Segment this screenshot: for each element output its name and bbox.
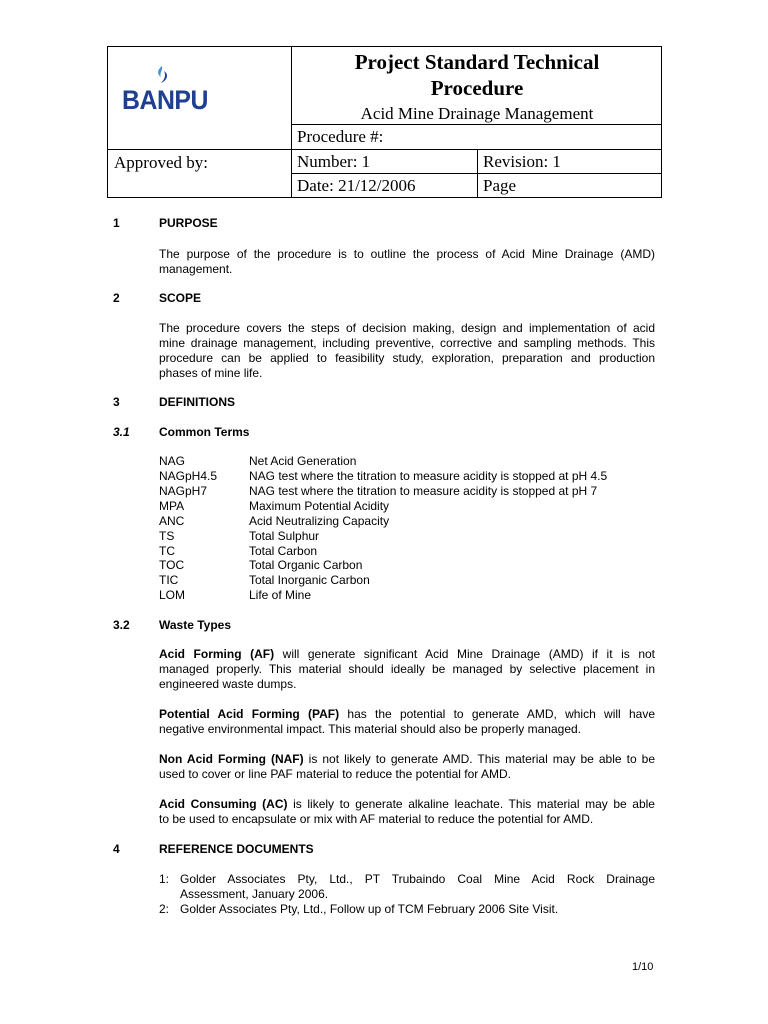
scope-paragraph [159, 321, 655, 381]
date-label: Date: 21/12/2006 [297, 176, 416, 195]
term-meaning: NAG test where the titration to measure acidity is stopped at pH 4.5 [249, 469, 608, 483]
term-meaning: Acid Neutralizing Capacity [249, 514, 390, 528]
term-meaning: Total Inorganic Carbon [249, 573, 370, 587]
waste-type-af [159, 647, 655, 692]
paragraph-line: managed properly. This material should ideally be managed by selective placement in [159, 662, 655, 676]
revision-label: Revision: 1 [483, 152, 561, 171]
term-abbr: NAGpH4.5 [159, 469, 218, 483]
paragraph-line: to be used to encapsulate or mix with AF material to reduce the potential for AMD. [159, 812, 594, 826]
paragraph-line [159, 707, 655, 722]
number-label: Number: 1 [297, 152, 371, 171]
paragraph-line: negative environmental impact. This material should also be properly managed. [159, 722, 582, 736]
subsection-number: 3.2 [113, 618, 130, 632]
term-abbr: TOC [159, 558, 185, 572]
section-heading-purpose: PURPOSE [159, 216, 218, 230]
reference-item [180, 872, 655, 902]
waste-type-naf [159, 752, 655, 782]
title-line-2: Procedure [430, 76, 524, 100]
paragraph-line: used to cover or line PAF material to reduce the potential for AMD. [159, 767, 511, 781]
waste-type-term: Potential Acid Forming (PAF) [159, 707, 340, 721]
term-abbr: ANC [159, 514, 185, 528]
waste-type-text: is likely to generate alkaline leachate. This material may be able [287, 797, 655, 811]
logo-text: BANPU [122, 85, 209, 115]
header-divider [108, 149, 661, 150]
paragraph-line: Assessment, January 2006. [180, 887, 329, 901]
paragraph-line [159, 797, 655, 812]
waste-type-paf [159, 707, 655, 737]
paragraph-line: management. [159, 262, 233, 276]
waste-type-ac [159, 797, 655, 827]
section-heading-scope: SCOPE [159, 291, 202, 305]
reference-number: 2: [159, 902, 170, 916]
term-abbr: LOM [159, 588, 186, 602]
logo-flame-icon [150, 65, 174, 87]
waste-type-term: Non Acid Forming (NAF) [159, 752, 304, 766]
section-number: 4 [113, 842, 120, 856]
procedure-label: Procedure #: [297, 127, 384, 146]
waste-type-text: will generate significant Acid Mine Drainage (AMD) if it is not [274, 647, 656, 661]
waste-type-text: has the potential to generate AMD, which will have [339, 707, 655, 721]
reference-item: Golder Associates Pty, Ltd., Follow up of TCM February 2006 Site Visit. [180, 902, 559, 916]
paragraph-line: procedure can be applied to feasibility study, exploration, preparation and production [159, 351, 655, 365]
term-meaning: Maximum Potential Acidity [249, 499, 390, 513]
paragraph-line [159, 752, 655, 767]
term-meaning: Net Acid Generation [249, 454, 357, 468]
purpose-paragraph [159, 247, 655, 277]
reference-number: 1: [159, 872, 170, 886]
term-abbr: MPA [159, 499, 185, 513]
title-line-1: Project Standard Technical [354, 50, 600, 74]
subsection-heading-common-terms: Common Terms [159, 425, 250, 439]
section-heading-definitions: DEFINITIONS [159, 395, 236, 409]
term-meaning: Total Organic Carbon [249, 558, 363, 572]
page-title [292, 49, 662, 101]
term-abbr: TC [159, 544, 175, 558]
page-number: 1/10 [632, 961, 654, 973]
page-label: Page [483, 176, 517, 195]
header-table [107, 46, 662, 198]
paragraph-line: The procedure covers the steps of decision making, design and implementation of acid [159, 321, 655, 335]
section-number: 2 [113, 291, 120, 305]
term-meaning: Life of Mine [249, 588, 312, 602]
term-abbr: TIC [159, 573, 179, 587]
subsection-heading-waste-types: Waste Types [159, 618, 232, 632]
paragraph-line: phases of mine life. [159, 366, 263, 380]
term-meaning: NAG test where the titration to measure acidity is stopped at pH 7 [249, 484, 598, 498]
approved-by-label: Approved by: [114, 153, 208, 172]
header-divider [291, 124, 661, 125]
section-heading-references: REFERENCE DOCUMENTS [159, 842, 314, 856]
term-abbr: TS [159, 529, 175, 543]
subsection-number: 3.1 [113, 425, 130, 439]
paragraph-line: The purpose of the procedure is to outline the process of Acid Mine Drainage (AMD) [159, 247, 655, 261]
page-subtitle: Acid Mine Drainage Management [360, 104, 594, 123]
paragraph-line: engineered waste dumps. [159, 677, 297, 691]
waste-type-term: Acid Consuming (AC) [159, 797, 288, 811]
waste-type-term: Acid Forming (AF) [159, 647, 275, 661]
section-number: 1 [113, 216, 120, 230]
waste-type-text: is not likely to generate AMD. This material may be able to be [303, 752, 655, 766]
term-abbr: NAG [159, 454, 186, 468]
header-divider [291, 173, 661, 174]
term-abbr: NAGpH7 [159, 484, 208, 498]
paragraph-line [159, 647, 655, 662]
term-meaning: Total Sulphur [249, 529, 320, 543]
paragraph-line: mine drainage management, including preventive, corrective and sampling methods. This [159, 336, 655, 350]
section-number: 3 [113, 395, 120, 409]
term-meaning: Total Carbon [249, 544, 318, 558]
paragraph-line: Golder Associates Pty, Ltd., PT Trubaindo Coal Mine Acid Rock Drainage [180, 872, 655, 886]
company-logo [122, 65, 209, 117]
